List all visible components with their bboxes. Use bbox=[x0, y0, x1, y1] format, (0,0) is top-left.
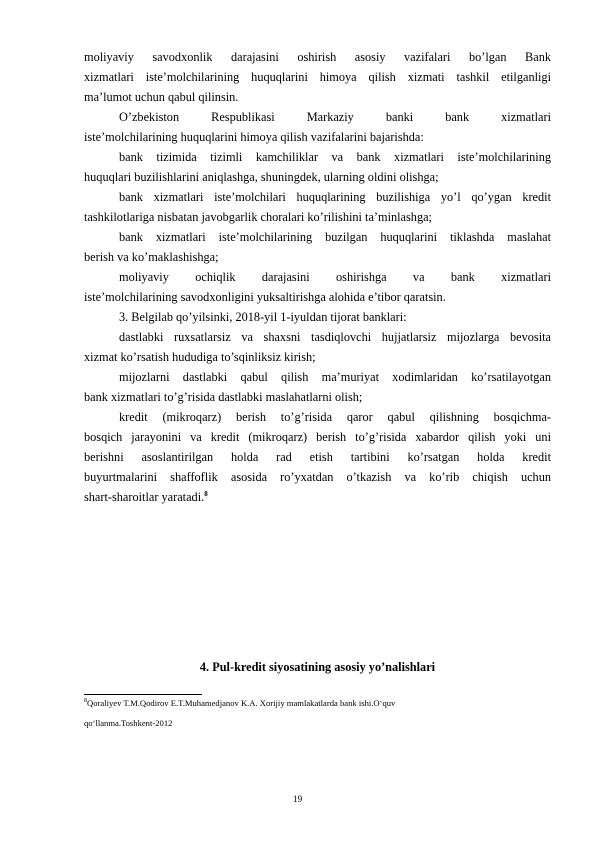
body-line: buyurtmalarini shaffoflik asosida ro’yxatdan o’tkazish va ko’rib chiqish uchun bbox=[84, 470, 551, 484]
body-line: iste’molchilarining huquqlarini himoya qilish vazifalarini bajarishda: bbox=[84, 130, 424, 144]
body-line-text: shart-sharoitlar yaratadi. bbox=[84, 490, 205, 504]
body-line-last bbox=[84, 487, 551, 507]
body-line: bank xizmatlari to’g’risida dastlabki maslahatlarni olish; bbox=[84, 390, 363, 404]
body-line: berishni asoslantirilgan holda rad etish tartibini ko’rsatgan holda kredit bbox=[84, 450, 551, 464]
body-line: moliyaviy ochiqlik darajasini oshirishga va bank xizmatlari bbox=[119, 270, 551, 284]
footnote bbox=[84, 697, 551, 709]
body-line: 3. Belgilab qo’yilsinki, 2018-yil 1-iyuldan tijorat banklari: bbox=[119, 310, 407, 324]
footnote-reference[interactable]: 8 bbox=[204, 489, 208, 498]
body-line: xizmat ko’rsatish hududiga to’sqinliksiz kirish; bbox=[84, 350, 316, 364]
body-line: bank xizmatlari iste’molchilarining buzilgan huquqlarini tiklashda maslahat bbox=[119, 230, 551, 244]
body-line: moliyaviy savodxonlik darajasini oshirish asosiy vazifalari bo’lgan Bank bbox=[84, 50, 551, 64]
body-line: berish va ko’maklashishga; bbox=[84, 250, 219, 264]
footnote-line-1: Qoraliyev T.M.Qodirov E.T.Muhamedjanov K.A. Xorijiy mamlakatlarda bank ishi.O‘quv bbox=[87, 698, 396, 708]
body-line: iste’molchilarining savodxonligini yuksaltirishga alohida e’tibor qaratsin. bbox=[84, 290, 446, 304]
body-line: xizmatlari iste’molchilarining huquqlarini himoya qilish xizmati tashkil etilganligi bbox=[84, 70, 551, 84]
body-line: mijozlarni dastlabki qabul qilish ma’muriyat xodimlaridan ko’rsatilayotgan bbox=[119, 370, 551, 384]
body-line: bank tizimida tizimli kamchiliklar va bank xizmatlari iste’molchilarining bbox=[119, 150, 551, 164]
footnote-divider bbox=[84, 694, 202, 695]
body-line: kredit (mikroqarz) berish to’g’risida qaror qabul qilishning bosqichma- bbox=[119, 410, 551, 424]
section-heading: 4. Pul-kredit siyosatining asosiy yo’nalishlari bbox=[199, 660, 436, 674]
page-number: 19 bbox=[292, 795, 303, 805]
footnote-marker: 8 bbox=[84, 698, 87, 705]
body-line: O’zbekiston Respublikasi Markaziy banki bank xizmatlari bbox=[119, 110, 551, 124]
body-line: tashkilotlariga nisbatan javobgarlik choralari ko’rilishini ta’minlashga; bbox=[84, 210, 432, 224]
body-line: dastlabki ruxsatlarsiz va shaxsni tasdiqlovchi hujjatlarsiz mijozlarga bevosita bbox=[119, 330, 551, 344]
body-line: bosqich jarayonini va kredit (mikroqarz) berish to’g’risida xabardor qilish yoki uni bbox=[84, 430, 551, 444]
body-line: huquqlari buzilishlarini aniqlashga, shuningdek, ularning oldini olishga; bbox=[84, 170, 439, 184]
footnote-line-2: qo‘llanma.Toshkent-2012 bbox=[84, 718, 173, 728]
body-line: bank xizmatlari iste’molchilari huquqlarining buzilishiga yo’l qo’ygan kredit bbox=[119, 190, 551, 204]
body-line: ma’lumot uchun qabul qilinsin. bbox=[84, 90, 239, 104]
